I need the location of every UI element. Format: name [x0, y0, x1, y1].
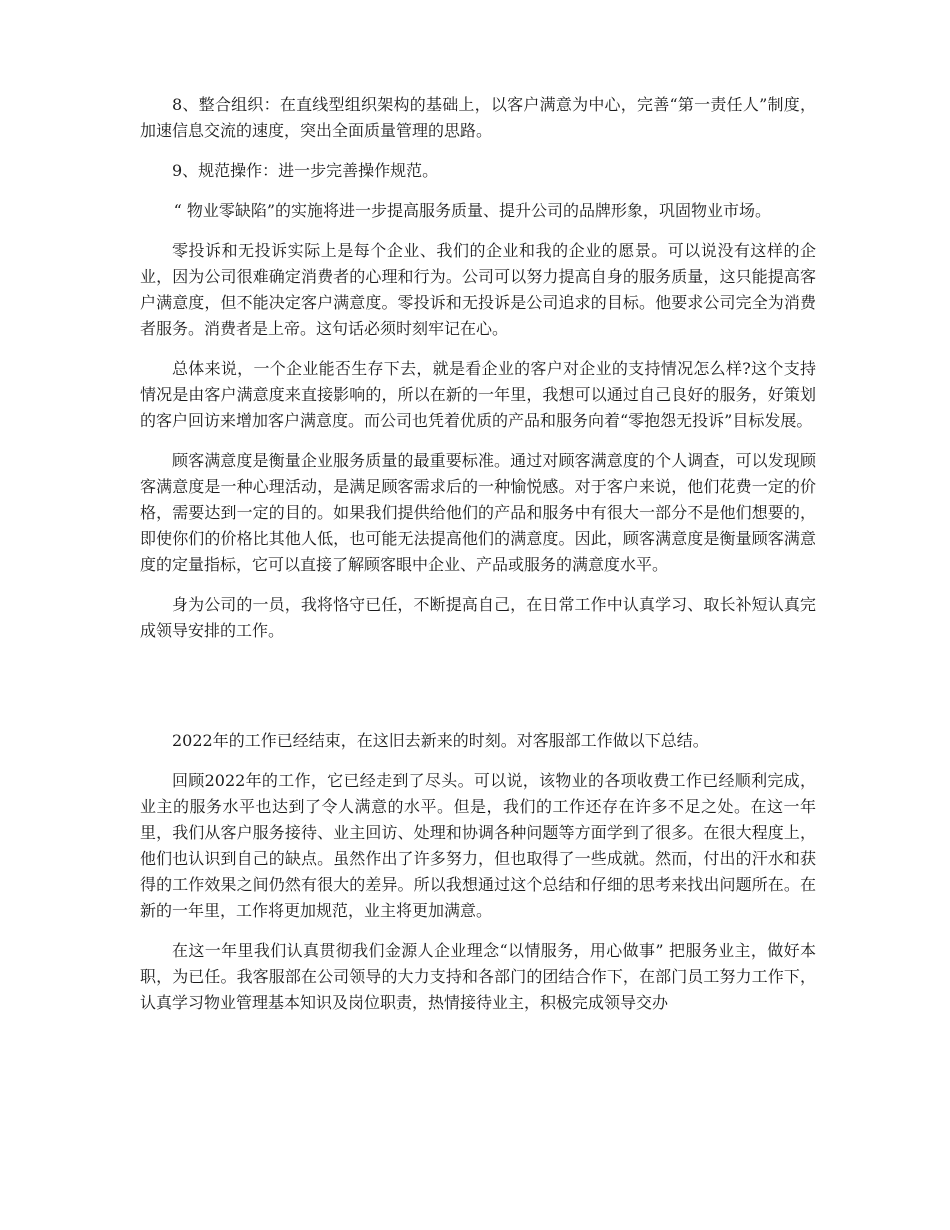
paragraph-satisfaction-standard: 顾客满意度是衡量企业服务质量的最重要标准。通过对顾客满意度的个人调查，可以发现顾客满意度是一种心理活动，是满足顾客需求后的一种愉悦感。对于客户来说，他们花费一定的价格，需要达到一定的目的。如果我们提供给他们的产品和服务中有很大一部分不是他们想要的，即使你们的价格比其他人低，也可能无法提高他们的满意度。因此，顾客满意度是衡量顾客满意度的定量指标，它可以直接了解顾客眼中企业、产品或服务的满意度水平。: [140, 451, 816, 574]
paragraph-organization: 8、整合组织：在直线型组织架构的基础上，以客户满意为中心，完善“第一责任人”制度，加速信息交流的速度，突出全面质量管理的思路。: [140, 95, 816, 140]
document-body: [140, 92, 816, 1030]
paragraph-company-philosophy: 在这一年里我们认真贯彻我们金源人企业理念“以情服务，用心做事” 把服务业主，做好本职，为已任。我客服部在公司领导的大力支持和各部门的团结合作下，在部门员工努力工作下，认真学习物业管理基本知识及岗位职责，热情接待业主，积极完成领导交办: [140, 941, 816, 1012]
paragraph-zero-defect: “ 物业零缺陷”的实施将进一步提高服务质量、提升公司的品牌形象，巩固物业市场。: [173, 201, 772, 220]
section-gap: [140, 658, 816, 728]
paragraph-customer-support: 总体来说，一个企业能否生存下去，就是看企业的客户对企业的支持情况怎么样?这个支持情况是由客户满意度来直接影响的，所以在新的一年里，我想可以通过自己良好的服务，好策划的客户回访来增加客户满意度。而公司也凭着优质的产品和服务向着“零抱怨无投诉”目标发展。: [140, 359, 816, 430]
paragraph-commitment: 身为公司的一员，我将恪守已任，不断提高自己，在日常工作中认真学习、取长补短认真完成领导安排的工作。: [140, 595, 816, 640]
paragraph-zero-complaints: 零投诉和无投诉实际上是每个企业、我们的企业和我的企业的愿景。可以说没有这样的企业，因为公司很难确定消费者的心理和行为。公司可以努力提高自身的服务质量，这只能提高客户满意度，但不能决定客户满意度。零投诉和无投诉是公司追求的目标。他要求公司完全为消费者服务。消费者是上帝。这句话必须时刻牢记在心。: [140, 241, 816, 338]
paragraph-year-summary-intro: 2022年的工作已经结束，在这旧去新来的时刻。对客服部工作做以下总结。: [172, 731, 709, 750]
paragraph-operations: 9、规范操作：进一步完善操作规范。: [172, 161, 439, 180]
paragraph-year-review: 回顾2022年的工作，它已经走到了尽头。可以说，该物业的各项收费工作已经顺利完成，业主的服务水平也达到了令人满意的水平。但是，我们的工作还存在许多不足之处。在这一年里，我们从客户服务接待、业主回访、处理和协调各种问题等方面学到了很多。在很大程度上，他们也认识到自己的缺点。虽然作出了许多努力，但也取得了一些成就。然而，付出的汗水和获得的工作效果之间仍然有很大的差异。所以我想通过这个总结和仔细的思考来找出问题所在。在新的一年里，工作将更加规范，业主将更加满意。: [140, 771, 816, 920]
